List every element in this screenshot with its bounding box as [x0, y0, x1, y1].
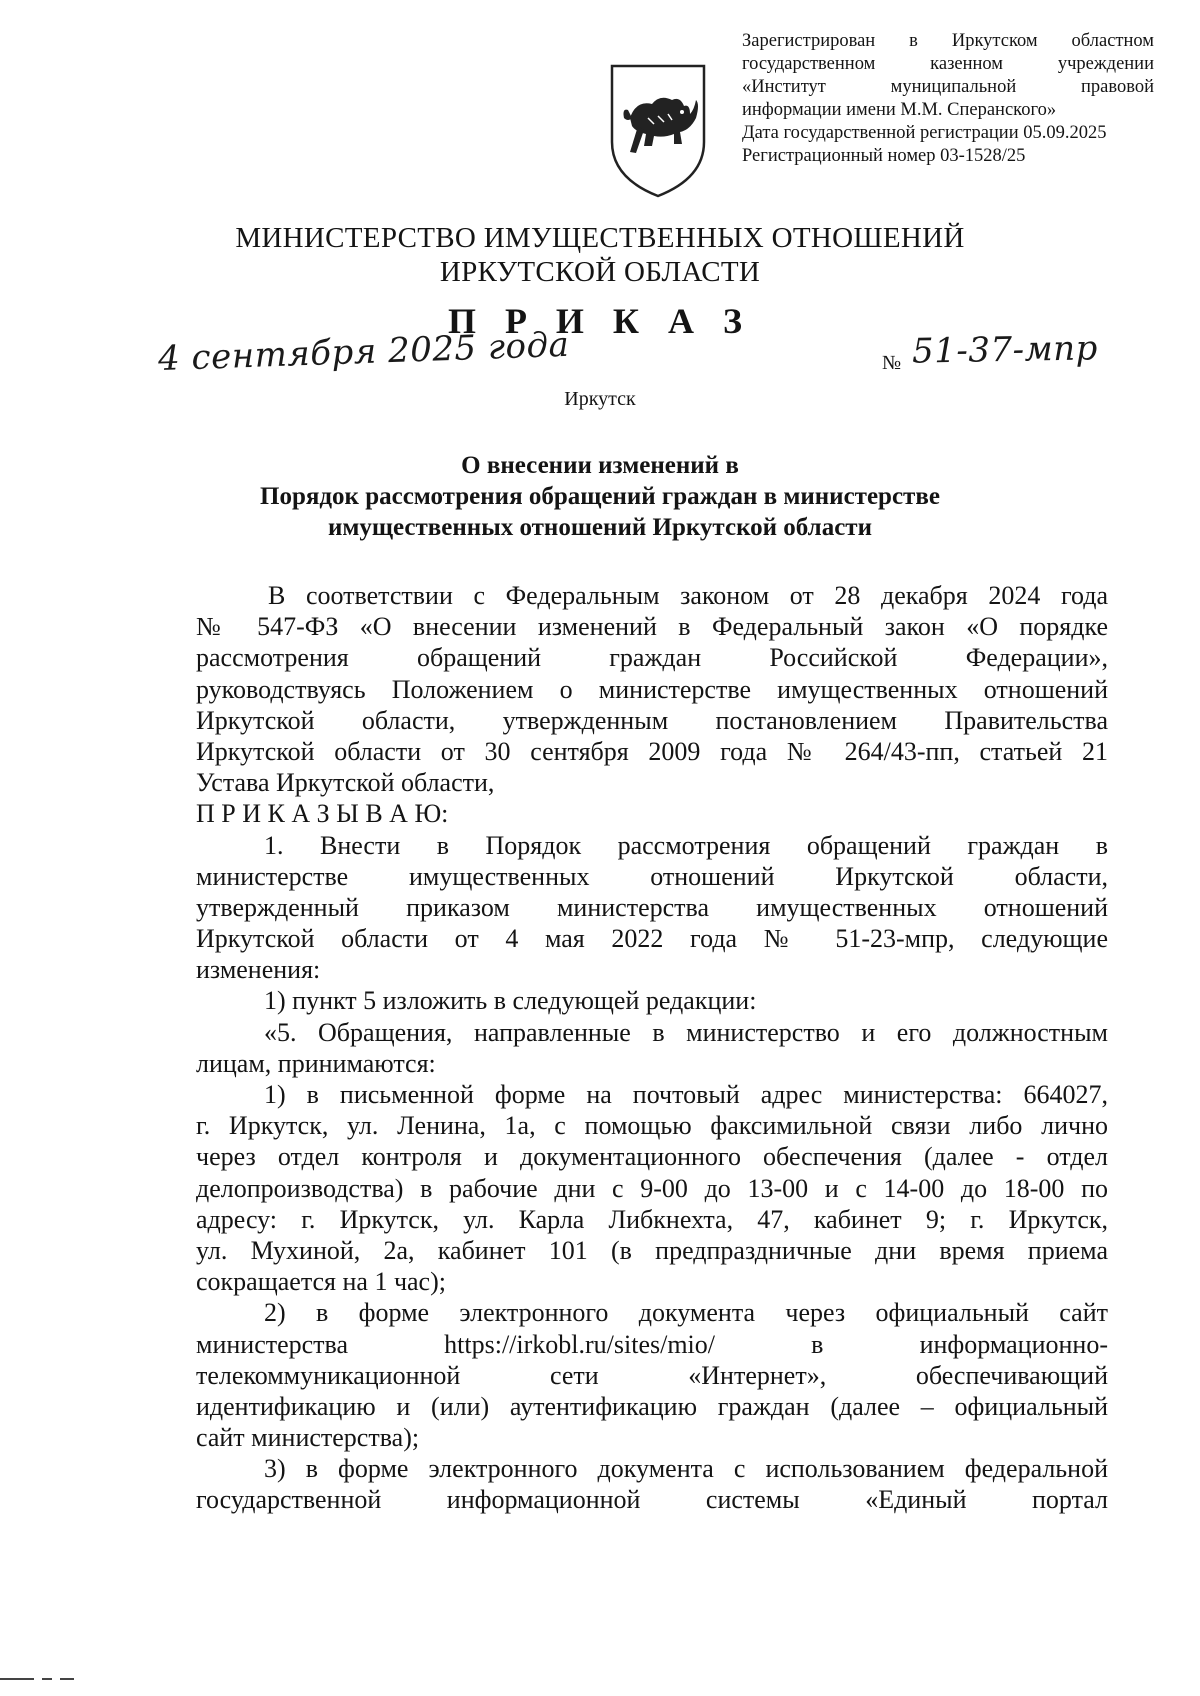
- registration-line: Зарегистрирован в Иркутском областном: [742, 31, 1154, 51]
- city: Иркутск: [564, 388, 636, 410]
- handwritten-number: 51-37-мпр: [911, 328, 1099, 372]
- body-line: № 547-ФЗ «О внесении изменений в Федеральный закон «О порядке: [196, 612, 1108, 642]
- body-line: сокращается на 1 час);: [196, 1267, 446, 1297]
- scan-marks: [0, 1678, 82, 1696]
- body-line: Устава Иркутской области,: [196, 768, 495, 798]
- body-line: через отдел контроля и документационного обеспечения (далее - отдел: [196, 1142, 1108, 1172]
- body-line: 2) в форме электронного документа через официальный сайт: [264, 1298, 1108, 1328]
- body-line: 1) пункт 5 изложить в следующей редакции:: [264, 986, 757, 1016]
- body-line: В соответствии с Федеральным законом от 28 декабря 2024 года: [268, 581, 1108, 610]
- body-line: идентификацию и (или) аутентификацию граждан (далее – официальный: [196, 1391, 1108, 1421]
- body-line: Иркутской области от 30 сентября 2009 года № 264/43-пп, статьей 21: [196, 736, 1108, 766]
- registration-line: Регистрационный номер 03-1528/25: [742, 146, 1026, 166]
- body-line: министерства https://irkobl.ru/sites/mio/ в информационно-: [196, 1329, 1108, 1359]
- body-line: изменения:: [196, 955, 321, 985]
- handwritten-date: 4 сентября 2025 года: [157, 324, 570, 380]
- title-line: имущественных отношений Иркутской области: [327, 514, 872, 541]
- title-line: О внесении изменений в: [461, 452, 739, 479]
- title-line: Порядок рассмотрения обращений граждан в министерстве: [260, 483, 940, 510]
- body-line: 1) в письменной форме на почтовый адрес министерства: 664027,: [264, 1080, 1108, 1109]
- body-line: государственной информационной системы «Единый портал: [196, 1485, 1108, 1515]
- number-label: №: [882, 352, 902, 374]
- body-line: г. Иркутск, ул. Ленина, 1а, с помощью факсимильной связи либо лично: [196, 1111, 1108, 1141]
- registration-line: Дата государственной регистрации 05.09.2025: [742, 123, 1107, 143]
- body-line: адресу: г. Иркутск, ул. Карла Либкнехта, 47, кабинет 9; г. Иркутск,: [196, 1204, 1108, 1234]
- document-type: П Р И К А З: [447, 301, 753, 341]
- body-line: телекоммуникационной сети «Интернет», обеспечивающий: [196, 1360, 1108, 1390]
- body-line: сайт министерства);: [196, 1423, 420, 1453]
- body-line: 1. Внести в Порядок рассмотрения обращений граждан в: [264, 830, 1108, 860]
- body-line: министерстве имущественных отношений Иркутской области,: [196, 861, 1108, 891]
- coat-of-arms-icon: [608, 60, 708, 200]
- body-line: делопроизводства) в рабочие дни с 9-00 до 13-00 и с 14-00 до 18-00 по: [196, 1173, 1108, 1203]
- body-line: Иркутской области, утвержденным постановлением Правительства: [196, 705, 1108, 735]
- body-line: ул. Мухиной, 2а, кабинет 101 (в предпраздничные дни время приема: [196, 1235, 1108, 1265]
- body-line: Иркутской области от 4 мая 2022 года № 51-23-мпр, следующие: [196, 924, 1108, 954]
- body-line: П Р И К А З Ы В А Ю:: [196, 799, 449, 829]
- body-line: «5. Обращения, направленные в министерство и его должностным: [264, 1017, 1108, 1047]
- registration-line: «Институт муниципальной правовой: [742, 77, 1154, 97]
- body-line: лицам, принимаются:: [196, 1048, 436, 1078]
- ministry-name-line1: МИНИСТЕРСТВО ИМУЩЕСТВЕННЫХ ОТНОШЕНИЙ: [235, 222, 965, 254]
- registration-stamp: [742, 30, 1154, 168]
- body-line: утвержденный приказом министерства имущественных отношений: [196, 892, 1108, 922]
- ministry-name-line2: ИРКУТСКОЙ ОБЛАСТИ: [439, 256, 761, 288]
- body-line: 3) в форме электронного документа с использованием федеральной: [264, 1454, 1108, 1484]
- registration-line: информации имени М.М. Сперанского»: [742, 100, 1057, 120]
- document-title: [0, 450, 1200, 543]
- document-body: [196, 580, 1108, 1516]
- body-line: рассмотрения обращений граждан Российской Федерации»,: [196, 643, 1108, 673]
- registration-line: государственном казенном учреждении: [742, 54, 1154, 74]
- body-line: руководствуясь Положением о министерстве имущественных отношений: [196, 674, 1108, 704]
